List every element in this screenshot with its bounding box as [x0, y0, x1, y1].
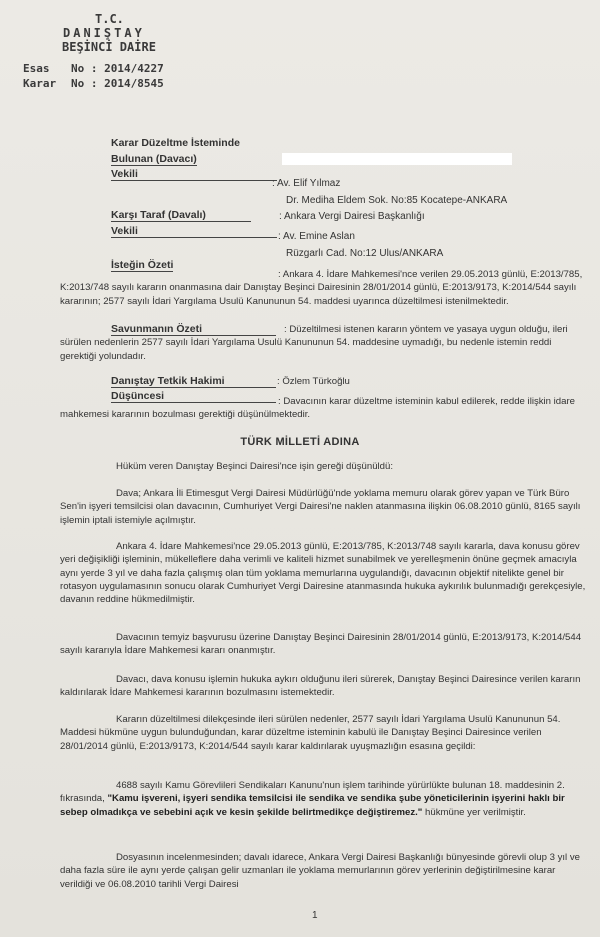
- summary-label: İsteğin Özeti: [111, 259, 174, 271]
- document-title: TÜRK MİLLETİ ADINA: [240, 436, 360, 448]
- defendant-name: : Ankara Vergi Dairesi Başkanlığı: [279, 211, 425, 222]
- defendant-label: Karşı Taraf (Davalı): [111, 209, 251, 222]
- defendant-lawyer-address: Rüzgarlı Cad. No:12 Ulus/ANKARA: [286, 248, 444, 259]
- redacted-plaintiff-name: [282, 153, 512, 165]
- defense-label: Savunmanın Özeti: [111, 323, 276, 336]
- body-paragraph-1: Hüküm veren Danıştay Beşinci Dairesi'nce işin gereği düşünüldü:: [116, 461, 393, 472]
- plaintiff-label: Bulunan (Davacı): [111, 153, 197, 165]
- summary-text: : Ankara 4. İdare Mahkemesi'nce verilen 29.05.2013 günlü, E:2013/785, K:2013/748 sayılı kararın onanmasına dair Danıştay Beşinci Dairesinin 28/01/2014 günlü, E:2013/9173, K:2014/544 sayılı kararının; 2577 sayılı İdari Yargılama Usulü Kanununun 54. maddesi uyarınca düzeltilmesi istenilmektedir.: [60, 269, 583, 307]
- plaintiff-lawyer-label: Vekili: [111, 168, 277, 181]
- judge-opinion-text: : Davacının karar düzeltme isteminin kabul edilerek, redde ilişkin idare mahkemesi kararının bozulması gerektiği düşünülmektedir.: [60, 396, 576, 421]
- header-chamber: BEŞİNCİ DAİRE: [62, 40, 156, 54]
- judge-name: : Özlem Türkoğlu: [277, 376, 350, 387]
- body-paragraph-2: Dava; Ankara İli Etimesgut Vergi Dairesi Müdürlüğü'nde yoklama memuru olarak görev yapan ve Türk Büro Sen'in işyeri temsilcisi olan davacının, Cumhuriyet Vergi Dairesi'ne naklen atanmasına ilişkin 06.08.2010 günlü, 8165 sayılı işlemin iptali istemiyle açılmıştır.: [60, 488, 581, 526]
- karar-row: [23, 77, 164, 90]
- plaintiff-lawyer-name: : Av. Elif Yılmaz: [272, 178, 341, 189]
- law-reference-text: 4688 sayılı Kamu Görevlileri Sendikaları Kanunu'nun işlem tarihinde yürürlükte bulunan 18. maddesinin 2. fıkrasında,: [60, 780, 565, 805]
- law-reference-end: hükmüne yer verilmiştir.: [422, 806, 526, 818]
- body-paragraph-6: Kararın düzeltilmesi dilekçesinde ileri sürülen nedenler, 2577 sayılı İdari Yargılama Usulü Kanununun 54. Maddesi hükmüne uygun bulunduğundan, karar düzeltme isteminin kabulü ile Danıştay Beşinci Dairesince verilen 28/01/2014 günlü, E:2013/9173, K:2014/544 sayılı karar kaldırılarak uyuşmazlığın esasına geçildi:: [60, 714, 561, 752]
- body-paragraph-7: [60, 779, 590, 819]
- esas-label: Esas: [23, 62, 50, 75]
- plaintiff-lawyer-address: Dr. Mediha Eldem Sok. No:85 Kocatepe-ANKARA: [286, 195, 508, 206]
- body-paragraph-8: Dosyasının incelenmesinden; davalı idarece, Ankara Vergi Dairesi Başkanlığı bünyesinde görevli olup 3 yıl ve daha fazla süre ile aynı yerde çalışan gelir uzmanları ile yoklama memurlarının görev yerlerinin değiştirilmesine karar verildiği ve 06.08.2010 tarihli Vergi Dairesi: [60, 852, 580, 890]
- karar-value: No : 2014/8545: [71, 77, 164, 90]
- law-quote: "Kamu işvereni, işyeri sendika temsilcisi ile sendika ve sendika şube yöneticilerinin işyerini haklı bir sebep olmadıkça ve sebebini açık ve kesin şekilde belirtmedikçe değiştiremez.": [60, 793, 565, 818]
- body-paragraph-5: Davacı, dava konusu işlemin hukuka aykırı olduğunu ileri sürerek, Danıştay Beşinci Dairesince verilen kararın kaldırılarak İdare Mahkemesi kararının bozulmasını istemektedir.: [60, 674, 581, 699]
- body-paragraph-4: Davacının temyiz başvurusu üzerine Danıştay Beşinci Dairesinin 28/01/2014 günlü, E:2013/9173, K:2014/544 sayılı kararıyla İdare Mahkemesi kararı onanmıştır.: [60, 632, 582, 657]
- body-paragraph-3: Ankara 4. İdare Mahkemesi'nce 29.05.2013 günlü, E:2013/785, K:2013/748 sayılı kararla, dava konusu görev yeri değişikliği işleminin, mükelleflere daha verimli ve kaliteli hizmet sunabilmek ve yerelleşmenin önüne geçmek amacıyla aynı yerde 3 yıl ve daha fazla çalışmış olan tüm yoklama memurlarına uygulandığı, davacının objektif nitelikte genel bir rotasyon uygulamasının sonucu olarak Cumhuriyet Vergi Dairesine atanmasında hukuka aykırılık bulunmadığı gerekçesiyle, davanın reddine hükmedilmiştir.: [60, 541, 586, 606]
- esas-row: [23, 62, 164, 75]
- defendant-lawyer-name: : Av. Emine Aslan: [278, 231, 355, 242]
- esas-value: No : 2014/4227: [71, 62, 164, 75]
- judge-label: Danıştay Tetkik Hakimi: [111, 375, 276, 388]
- defense-text: : Düzeltilmesi istenen kararın yöntem ve yasaya uygun olduğu, ileri sürülen nedenlerin 2577 sayılı İdari Yargılama Usulü Kanununun 54. maddesine uymadığı, bu nedenle istemin reddi gerektiği yolundadır.: [60, 324, 568, 362]
- header-tc: T.C.: [95, 12, 124, 26]
- header-court: DANIŞTAY: [63, 26, 145, 40]
- karar-label: Karar: [23, 77, 57, 90]
- judge-opinion-label: Düşüncesi: [111, 390, 276, 403]
- defendant-lawyer-label: Vekili: [111, 225, 277, 238]
- parties-heading: Karar Düzeltme İsteminde: [111, 137, 240, 149]
- page-number: 1: [312, 910, 318, 921]
